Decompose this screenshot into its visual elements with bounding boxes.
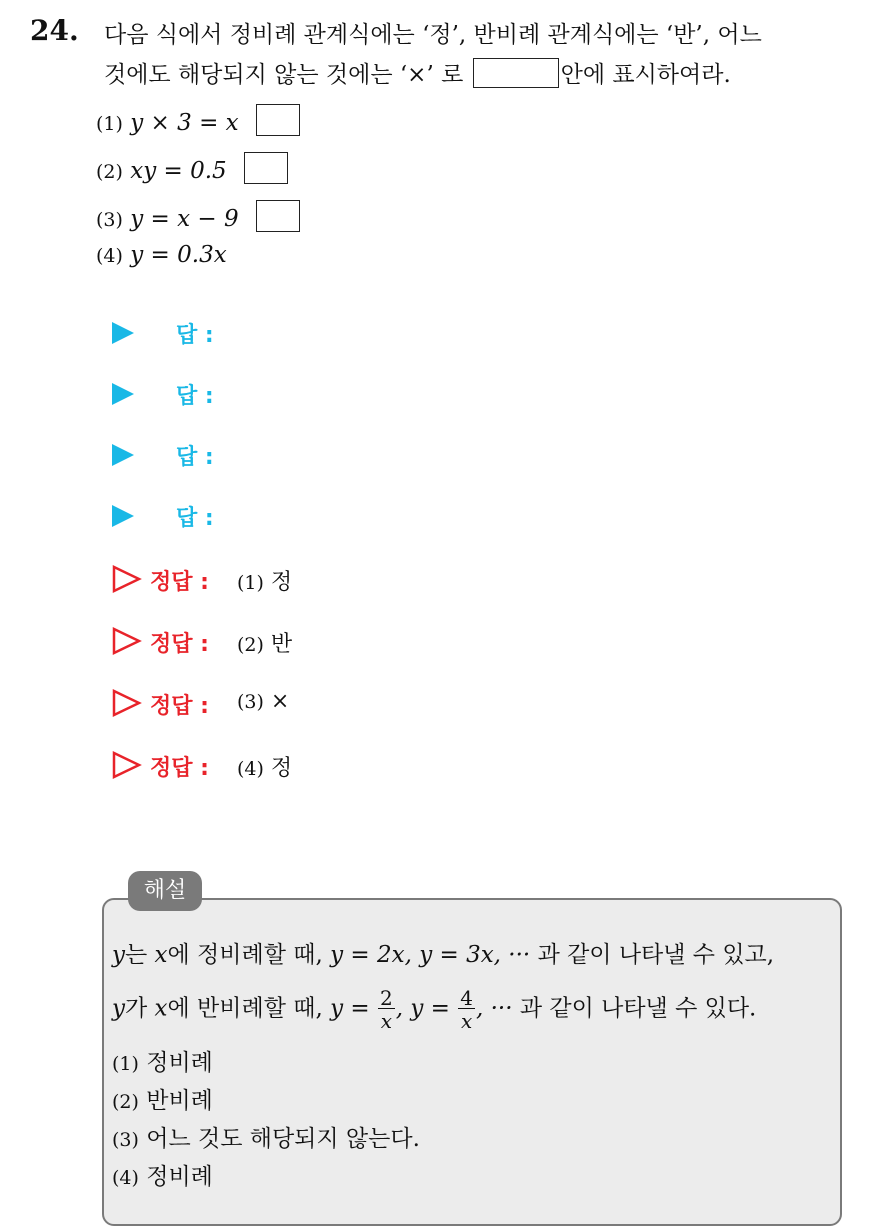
answer-label: 답 :: [176, 384, 214, 409]
correct-answer-value: (3) ×: [237, 689, 290, 714]
item-expression: y = x − 9: [130, 206, 239, 232]
item-number: (2): [96, 161, 123, 183]
question-text-line1: 다음 식에서 정비례 관계식에는 ‘정’, 반비례 관계식에는 ‘반’, 어느: [104, 22, 762, 48]
correct-answer-label: 정답 :: [150, 694, 209, 719]
correct-answer-label: 정답 :: [150, 632, 209, 657]
item-expression: y = 0.3x: [130, 242, 227, 268]
correct-answer-value: (1) 정: [237, 570, 293, 595]
correct-answer-value: (4) 정: [237, 756, 293, 781]
explanation-line1: y는 x에 정비례할 때, y = 2x, y = 3x, ··· 과 같이 나타낼 수 있고,: [112, 942, 775, 968]
answer-label: 답 :: [176, 445, 214, 470]
outline-triangle-icon: [112, 627, 142, 655]
item-3: [96, 200, 300, 232]
answer-box[interactable]: [256, 104, 300, 136]
item-expression: y × 3 = x: [130, 110, 239, 136]
explanation-tag: 해설: [128, 871, 202, 911]
correct-answer-label: 정답 :: [150, 756, 209, 781]
outline-triangle-icon: [112, 689, 142, 717]
item-1: [96, 104, 300, 136]
outline-triangle-icon: [112, 751, 142, 779]
question-text-before-box: 것에도 해당되지 않는 것에는 ‘×’ 로: [104, 62, 464, 88]
question-number: 24.: [30, 14, 79, 47]
play-triangle-icon: [112, 383, 134, 405]
answer-box[interactable]: [244, 152, 288, 184]
item-number: (3): [96, 209, 123, 231]
question-text-line2: [104, 56, 731, 89]
answer-label: 답 :: [176, 323, 214, 348]
answer-label: 답 :: [176, 506, 214, 531]
outline-triangle-icon: [112, 565, 142, 593]
item-number: (1): [96, 113, 123, 135]
explanation-item-4: (4) 정비례: [112, 1164, 213, 1190]
explanation-item-1: (1) 정비례: [112, 1050, 213, 1076]
mark-box-example: [473, 58, 559, 88]
item-2: [96, 152, 288, 184]
correct-answer-label: 정답 :: [150, 570, 209, 595]
fraction-2-over-x: $\frac{2}{x}$: [379, 986, 393, 1033]
play-triangle-icon: [112, 505, 134, 527]
item-expression: xy = 0.5: [130, 158, 227, 184]
correct-answer-value: (2) 반: [237, 632, 293, 657]
item-number: (4): [96, 245, 123, 267]
explanation-item-2: (2) 반비례: [112, 1088, 213, 1114]
question-text-after-box: 안에 표시하여라.: [560, 62, 731, 88]
answer-box[interactable]: [256, 200, 300, 232]
explanation-item-3: (3) 어느 것도 해당되지 않는다.: [112, 1126, 420, 1152]
fraction-4-over-x: $\frac{4}{x}$: [460, 986, 473, 1033]
explanation-line2: y가 x에 반비례할 때, y = $\frac{2}{x}$ , y = $\frac{4}{x}$ , ··· 과 같이 나타낼 수 있다.: [112, 986, 757, 1033]
play-triangle-icon: [112, 322, 134, 344]
play-triangle-icon: [112, 444, 134, 466]
item-4: [96, 242, 227, 268]
